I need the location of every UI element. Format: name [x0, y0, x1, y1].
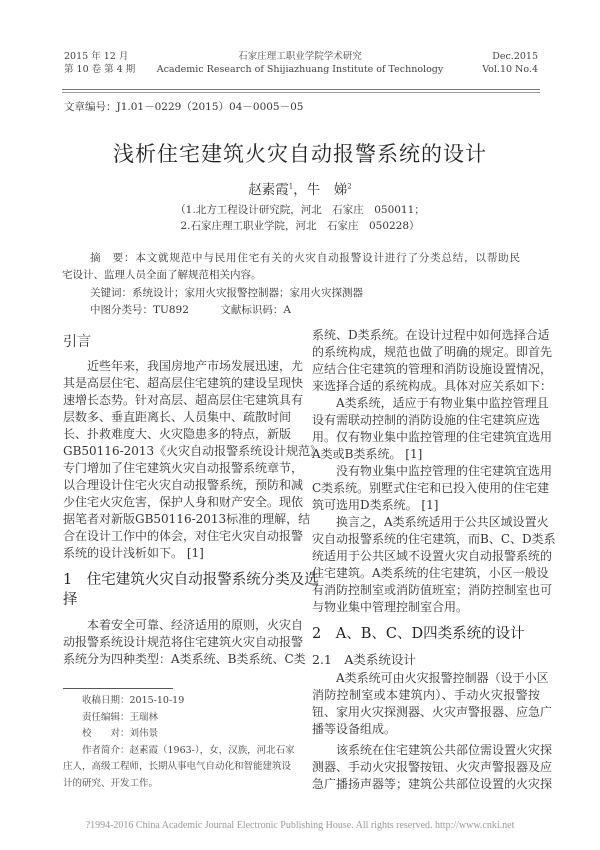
paragraph-c-class	[312, 463, 553, 514]
text-line: 以合理设计住宅火灾自动报警系统，预防和减	[63, 478, 304, 492]
text-line: 没有物业集中监控管理的住宅建筑宜选用	[336, 464, 553, 478]
text-line: 层数多、垂直距离长、人员集中、疏散时间	[63, 410, 292, 424]
author-bio-line: 计的研究、开发工作。	[63, 777, 159, 789]
text-line: GB50116-2013《火灾自动报警系统设计规范》	[63, 444, 323, 458]
abstract	[62, 250, 520, 319]
issue-date-en: Dec.2015	[492, 51, 538, 62]
text-line: 有消防控制室或消防值班室；消防控制室也可	[312, 583, 553, 597]
text-line: C类系统。别墅式住宅和已投入使用的住宅建	[312, 481, 550, 495]
text-line: 换言之，A类系统适用于公共区域设置火	[336, 515, 549, 529]
section-1-heading	[63, 570, 319, 610]
journal-name-en: Academic Research of Shijiazhuang Institute of Technology	[156, 64, 444, 75]
text-line: 灾自动报警系统的住宅建筑，而B、C、D类系	[312, 532, 556, 546]
classification: 中图分类号：TU892 文献标识码：A	[90, 304, 291, 316]
volume-issue: 第 10 卷 第 4 期	[64, 64, 136, 75]
paragraph	[312, 327, 553, 395]
authors	[0, 178, 600, 198]
heading-line: 1 住宅建筑火灾自动报警系统分类及选	[63, 572, 319, 588]
text-line: 速增长态势。针对高层、超高层住宅建筑具有	[63, 393, 304, 407]
header-rule	[62, 89, 540, 90]
text-line: 动报警系统设计规范将住宅建筑火灾自动报警	[63, 635, 304, 649]
header-rule-thin	[62, 92, 540, 93]
received-date: 收稿日期：2015-10-19	[82, 695, 185, 706]
text-line: 播等设备组成。	[312, 722, 397, 736]
author-bio-line: 作者简介：赵素霞（1963-），女，汉族，河北石家	[82, 744, 295, 756]
paragraph-a-system-detail	[312, 742, 553, 793]
abstract-line: 摘 要：本文就规范中与民用住宅有关的火灾自动报警设计进行了分类总结，以帮助民	[90, 252, 520, 264]
section-1-paragraph	[63, 617, 306, 668]
affiliation-2: 2.石家庄理工职业学院，河北 石家庄 050228）	[180, 220, 420, 232]
affiliation-1: （1.北方工程设计研究院，河北 石家庄 050011；	[175, 204, 425, 216]
text-line: 测器、手动火灾报警按钮、火灾声警报器及应	[312, 760, 553, 774]
text-line: 设有需联动控制的消防设施的住宅建筑应选	[312, 413, 541, 427]
text-line: 据笔者对新版GB50116-2013标准的理解，结	[63, 512, 311, 526]
issue-date: 2015 年 12 月	[64, 51, 129, 62]
heading-line: 择	[63, 592, 78, 608]
author-1-affil: 1	[288, 182, 294, 191]
section-2-heading: 2 A、B、C、D四类系统的设计	[312, 626, 525, 642]
text-line: 少住宅火灾危害，保护人身和财产安全。现依	[63, 495, 304, 509]
text-line: 统适用于公共区域不设置火灾自动报警系统的	[312, 549, 553, 563]
paragraph-a-system	[312, 670, 553, 738]
text-line: 的系统构成，规范也做了明确的规定。即首先	[312, 345, 553, 359]
copyright-footer: ?1994-2016 China Academic Journal Electronic Publishing House. All rights reserved. http://www.cnki.net	[85, 820, 515, 831]
author-bio-line: 庄人，高级工程师，长期从事电气自动化和智能建筑设	[63, 761, 292, 772]
text-line: A类系统，适应于有物业集中监控管理且	[336, 396, 549, 410]
text-line: 本着安全可靠、经济适用的原则，火灾自	[87, 618, 304, 632]
intro-heading: 引言	[63, 334, 91, 350]
text-line: 系统的设计浅析如下。 [1]	[63, 546, 204, 560]
keywords: 关键词：系统设计；家用火灾报警控制器；家用火灾探测器	[90, 287, 363, 299]
paper-title: 浅析住宅建筑火灾自动报警系统的设计	[113, 142, 487, 166]
text-line: 该系统在住宅建筑公共部位需设置火灾探	[336, 743, 553, 757]
text-line: 用。仅有物业集中监控管理的住宅建筑宜选用	[312, 430, 553, 444]
text-line: 来选择合适的系统构成。具体对应关系如下：	[312, 379, 553, 393]
text-line: 近些年来，我国房地产市场发展迅速，尤	[87, 359, 304, 373]
text-line: 应结合住宅建筑的管理和消防设施设置情况，	[312, 362, 553, 376]
author-separator: ，	[293, 182, 307, 198]
text-line: 专门增加了住宅建筑火灾自动报警系统章节，	[63, 461, 304, 475]
affiliations	[0, 202, 600, 234]
section-2-1-heading: 2.1 A类系统设计	[312, 652, 416, 667]
volume-issue-en: Vol.10 No.4	[482, 64, 538, 75]
footnote-rule	[63, 688, 173, 689]
editor: 责任编辑：王瑞林	[82, 711, 159, 723]
text-line: 系统分为四种类型：A类系统、B类系统、C类	[63, 652, 306, 666]
footnotes	[63, 693, 295, 792]
text-line: 合在设计工作中的体会，对住宅火灾自动报警	[63, 529, 304, 543]
abstract-line: 宅设计、监理人员全面了解规范相关内容。	[62, 269, 262, 281]
text-line: 与物业集中管理控制室合用。	[312, 600, 469, 614]
paragraph-summary	[312, 514, 556, 616]
paragraph-a-class	[312, 395, 553, 463]
text-line: 系统、D类系统。在设计过程中如何选择合适	[312, 328, 550, 342]
text-line: 急广播扬声器等；建筑公共部位设置的火灾探	[312, 777, 553, 791]
text-line: 住宅建筑。A类系统的住宅建筑，小区一般设	[312, 566, 549, 580]
text-line: A类或B类系统。 [1]	[312, 447, 423, 461]
journal-volume	[482, 50, 538, 76]
intro-paragraph	[63, 358, 323, 562]
author-1: 赵素霞	[248, 182, 289, 198]
text-line: 筑可选用D类系统。 [1]	[312, 498, 439, 512]
text-line: A类系统可由火灾报警控制器（设于小区	[336, 671, 549, 685]
proofreader: 校 对：刘伟景	[82, 728, 159, 739]
author-2: 牛 娣	[306, 182, 348, 198]
text-line: 消防控制室或本建筑内）、手动火灾报警按	[312, 688, 540, 702]
author-2-affil: 2	[347, 182, 352, 191]
text-line: 长、扑救难度大、火灾隐患多的特点，新版	[63, 427, 292, 441]
article-number: 文章编号：J1.01－0229（2015）04－0005－05	[64, 101, 304, 113]
text-line: 其是高层住宅、超高层住宅建筑的建设呈现快	[63, 376, 304, 390]
journal-name-cn: 石家庄理工职业学院学术研究	[238, 51, 362, 62]
text-line: 钮、家用火灾探测器、火灾声警报器、应急广	[312, 705, 553, 719]
